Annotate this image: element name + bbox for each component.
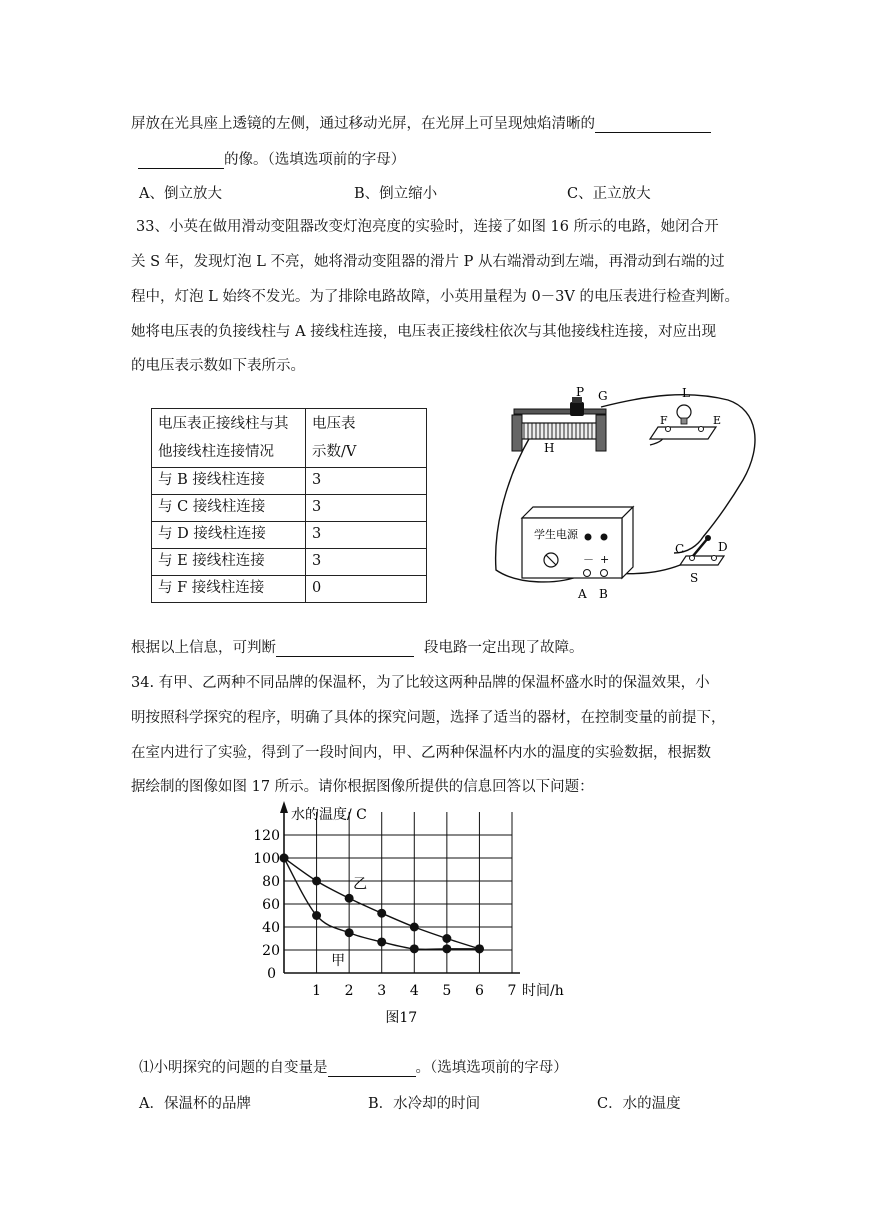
indicator-left xyxy=(585,534,592,541)
origin-label: 0 xyxy=(267,966,276,982)
label-b: B xyxy=(599,587,608,601)
figure-caption: 图17 xyxy=(385,1010,418,1026)
table-cell-connection: 与 F 接线柱连接 xyxy=(152,576,306,603)
switch-terminal-c xyxy=(690,556,695,561)
rheostat-right-end xyxy=(596,415,606,451)
q34-sub1-suffix: 。（选填选项前的字母） xyxy=(415,1060,568,1076)
terminal-a xyxy=(584,570,591,577)
q32-line-1-text: 屏放在光具座上透镜的左侧，通过移动光屏，在光屏上可呈现烛焰清晰的 xyxy=(131,116,595,132)
table-cell-reading: 3 xyxy=(306,522,427,549)
q33-conclusion xyxy=(131,636,584,657)
switch-terminal-d xyxy=(712,556,717,561)
x-tick-label: 2 xyxy=(344,983,354,999)
q34-line-2: 明按照科学探究的程序，明确了具体的探究问题，选择了适当的器材，在控制变量的前提下， xyxy=(131,710,726,726)
data-point xyxy=(377,937,386,946)
q34-sub1-option-b: B．水冷却的时间 xyxy=(368,1096,481,1112)
label-a: A xyxy=(578,587,587,601)
rheostat-left-end xyxy=(512,415,522,451)
q34-line-1: 34. 有甲、乙两种不同品牌的保温杯，为了比较这两种品牌的保温杯盛水时的保温效果，小 xyxy=(131,675,710,691)
q33-conclusion-suffix: 段电路一定出现了故障。 xyxy=(424,640,584,656)
q34-line-4: 据绘制的图像如图 17 所示。请你根据图像所提供的信息回答以下问题： xyxy=(131,779,594,795)
label-minus: － xyxy=(583,553,594,566)
q32-option-a: A、倒立放大 xyxy=(139,186,222,202)
label-s: S xyxy=(690,571,699,585)
q33-conclusion-prefix: 根据以上信息，可判断 xyxy=(131,640,276,656)
answer-blank-q34-1[interactable] xyxy=(328,1060,416,1077)
data-point xyxy=(410,923,419,932)
q32-line-2-text: 的像。（选填选项前的字母） xyxy=(224,152,406,168)
q33-line-4: 她将电压表的负接线柱与 A 接线柱连接，电压表正接线柱依次与其他接线柱连接，对应出现 xyxy=(131,324,717,340)
table-header-connection xyxy=(152,409,306,468)
voltage-table xyxy=(151,408,427,603)
label-h: H xyxy=(544,441,555,455)
table-header-reading xyxy=(306,409,427,468)
q32-line-1 xyxy=(131,112,711,133)
label-plus: + xyxy=(600,553,610,566)
x-axis-label: 时间/h xyxy=(522,983,564,999)
temperature-chart xyxy=(250,800,610,1050)
label-e: E xyxy=(713,414,722,427)
q32-line-2 xyxy=(138,148,405,169)
x-tick-label: 6 xyxy=(474,983,484,999)
x-tick-label: 7 xyxy=(507,983,517,999)
table-row xyxy=(152,576,427,603)
data-point xyxy=(280,854,289,863)
q34-sub1-prefix: ⑴小明探究的问题的自变量是 xyxy=(139,1060,328,1076)
lamp-base xyxy=(650,427,716,439)
answer-blank-q33[interactable] xyxy=(276,640,414,657)
indicator-right xyxy=(601,534,608,541)
rheostat-rail xyxy=(514,409,606,414)
power-supply-side xyxy=(622,507,633,578)
lamp-bulb xyxy=(677,405,691,419)
series-label: 乙 xyxy=(353,876,368,893)
power-supply-top xyxy=(522,507,633,518)
label-f: F xyxy=(660,414,668,427)
x-tick-label: 4 xyxy=(409,983,419,999)
header-reading-line-1: 电压表 xyxy=(312,416,356,432)
data-point xyxy=(312,911,321,920)
q33-line-3: 程中，灯泡 L 始终不发光。为了排除电路故障，小英用量程为 0－3V 的电压表进行检查判断。 xyxy=(131,289,739,305)
data-point xyxy=(475,944,484,953)
table-cell-reading: 0 xyxy=(306,576,427,603)
x-tick-label: 1 xyxy=(312,983,322,999)
power-supply xyxy=(522,507,633,578)
table-row xyxy=(152,495,427,522)
data-point xyxy=(410,944,419,953)
y-tick-label: 40 xyxy=(262,920,280,936)
q32-option-b: B、倒立缩小 xyxy=(354,186,438,202)
header-reading-line-2: 示数/V xyxy=(312,444,357,460)
q34-sub1 xyxy=(139,1056,568,1077)
data-point xyxy=(442,944,451,953)
table-cell-reading: 3 xyxy=(306,549,427,576)
header-connection-line-1: 电压表正接线柱与其 xyxy=(158,416,289,432)
slider-p xyxy=(570,402,584,416)
y-tick-label: 60 xyxy=(262,897,280,913)
terminal-b xyxy=(601,570,608,577)
table-row xyxy=(152,468,427,495)
y-tick-label: 120 xyxy=(253,828,280,844)
y-tick-label: 100 xyxy=(253,851,280,867)
data-point xyxy=(345,928,354,937)
table-cell-connection: 与 B 接线柱连接 xyxy=(152,468,306,495)
q32-option-c: C、正立放大 xyxy=(567,186,651,202)
table-row xyxy=(152,522,427,549)
q33-line-2: 关 S 年，发现灯泡 L 不亮，她将滑动变阻器的滑片 P 从右端滑动到左端，再滑动到右端的过 xyxy=(131,254,725,270)
table-cell-connection: 与 E 接线柱连接 xyxy=(152,549,306,576)
table-row xyxy=(152,549,427,576)
power-supply-front xyxy=(522,518,622,578)
switch-base xyxy=(680,556,724,565)
circuit-diagram xyxy=(488,385,773,610)
power-supply-label: 学生电源 xyxy=(534,528,578,541)
q33-line-1: 33、小英在做用滑动变阻器改变灯泡亮度的实验时，连接了如图 16 所示的电路，她闭合开 xyxy=(136,219,719,235)
q33-line-5: 的电压表示数如下表所示。 xyxy=(131,358,305,374)
lamp-terminal-f xyxy=(666,427,671,432)
label-l: L xyxy=(682,386,690,400)
lamp-terminal-e xyxy=(699,427,704,432)
table-cell-reading: 3 xyxy=(306,468,427,495)
q34-sub1-option-a: A．保温杯的品牌 xyxy=(139,1096,251,1112)
y-axis-label: 水的温度/ C xyxy=(291,807,367,823)
y-axis-arrow xyxy=(280,801,288,813)
series-label: 甲 xyxy=(331,952,346,969)
table-header-row xyxy=(152,409,427,468)
label-g: G xyxy=(598,389,608,403)
label-p: P xyxy=(576,385,585,399)
table-cell-connection: 与 C 接线柱连接 xyxy=(152,495,306,522)
data-point xyxy=(377,909,386,918)
table-cell-connection: 与 D 接线柱连接 xyxy=(152,522,306,549)
y-tick-label: 20 xyxy=(262,943,280,959)
switch-handle xyxy=(705,535,711,541)
x-tick-label: 3 xyxy=(377,983,387,999)
y-tick-label: 80 xyxy=(262,874,280,890)
answer-blank-q32-cont[interactable] xyxy=(138,152,224,169)
table-cell-reading: 3 xyxy=(306,495,427,522)
answer-blank-q32[interactable] xyxy=(595,116,711,133)
header-connection-line-2: 他接线柱连接情况 xyxy=(158,444,274,460)
x-tick-label: 5 xyxy=(442,983,452,999)
lamp-socket xyxy=(681,418,687,424)
label-d: D xyxy=(718,540,728,554)
data-point xyxy=(345,894,354,903)
q34-sub1-option-c: C．水的温度 xyxy=(597,1096,681,1112)
data-point xyxy=(312,877,321,886)
q34-line-3: 在室内进行了实验，得到了一段时间内，甲、乙两种保温杯内水的温度的实验数据，根据数 xyxy=(131,745,711,761)
label-c: C xyxy=(675,542,685,556)
data-point xyxy=(442,934,451,943)
